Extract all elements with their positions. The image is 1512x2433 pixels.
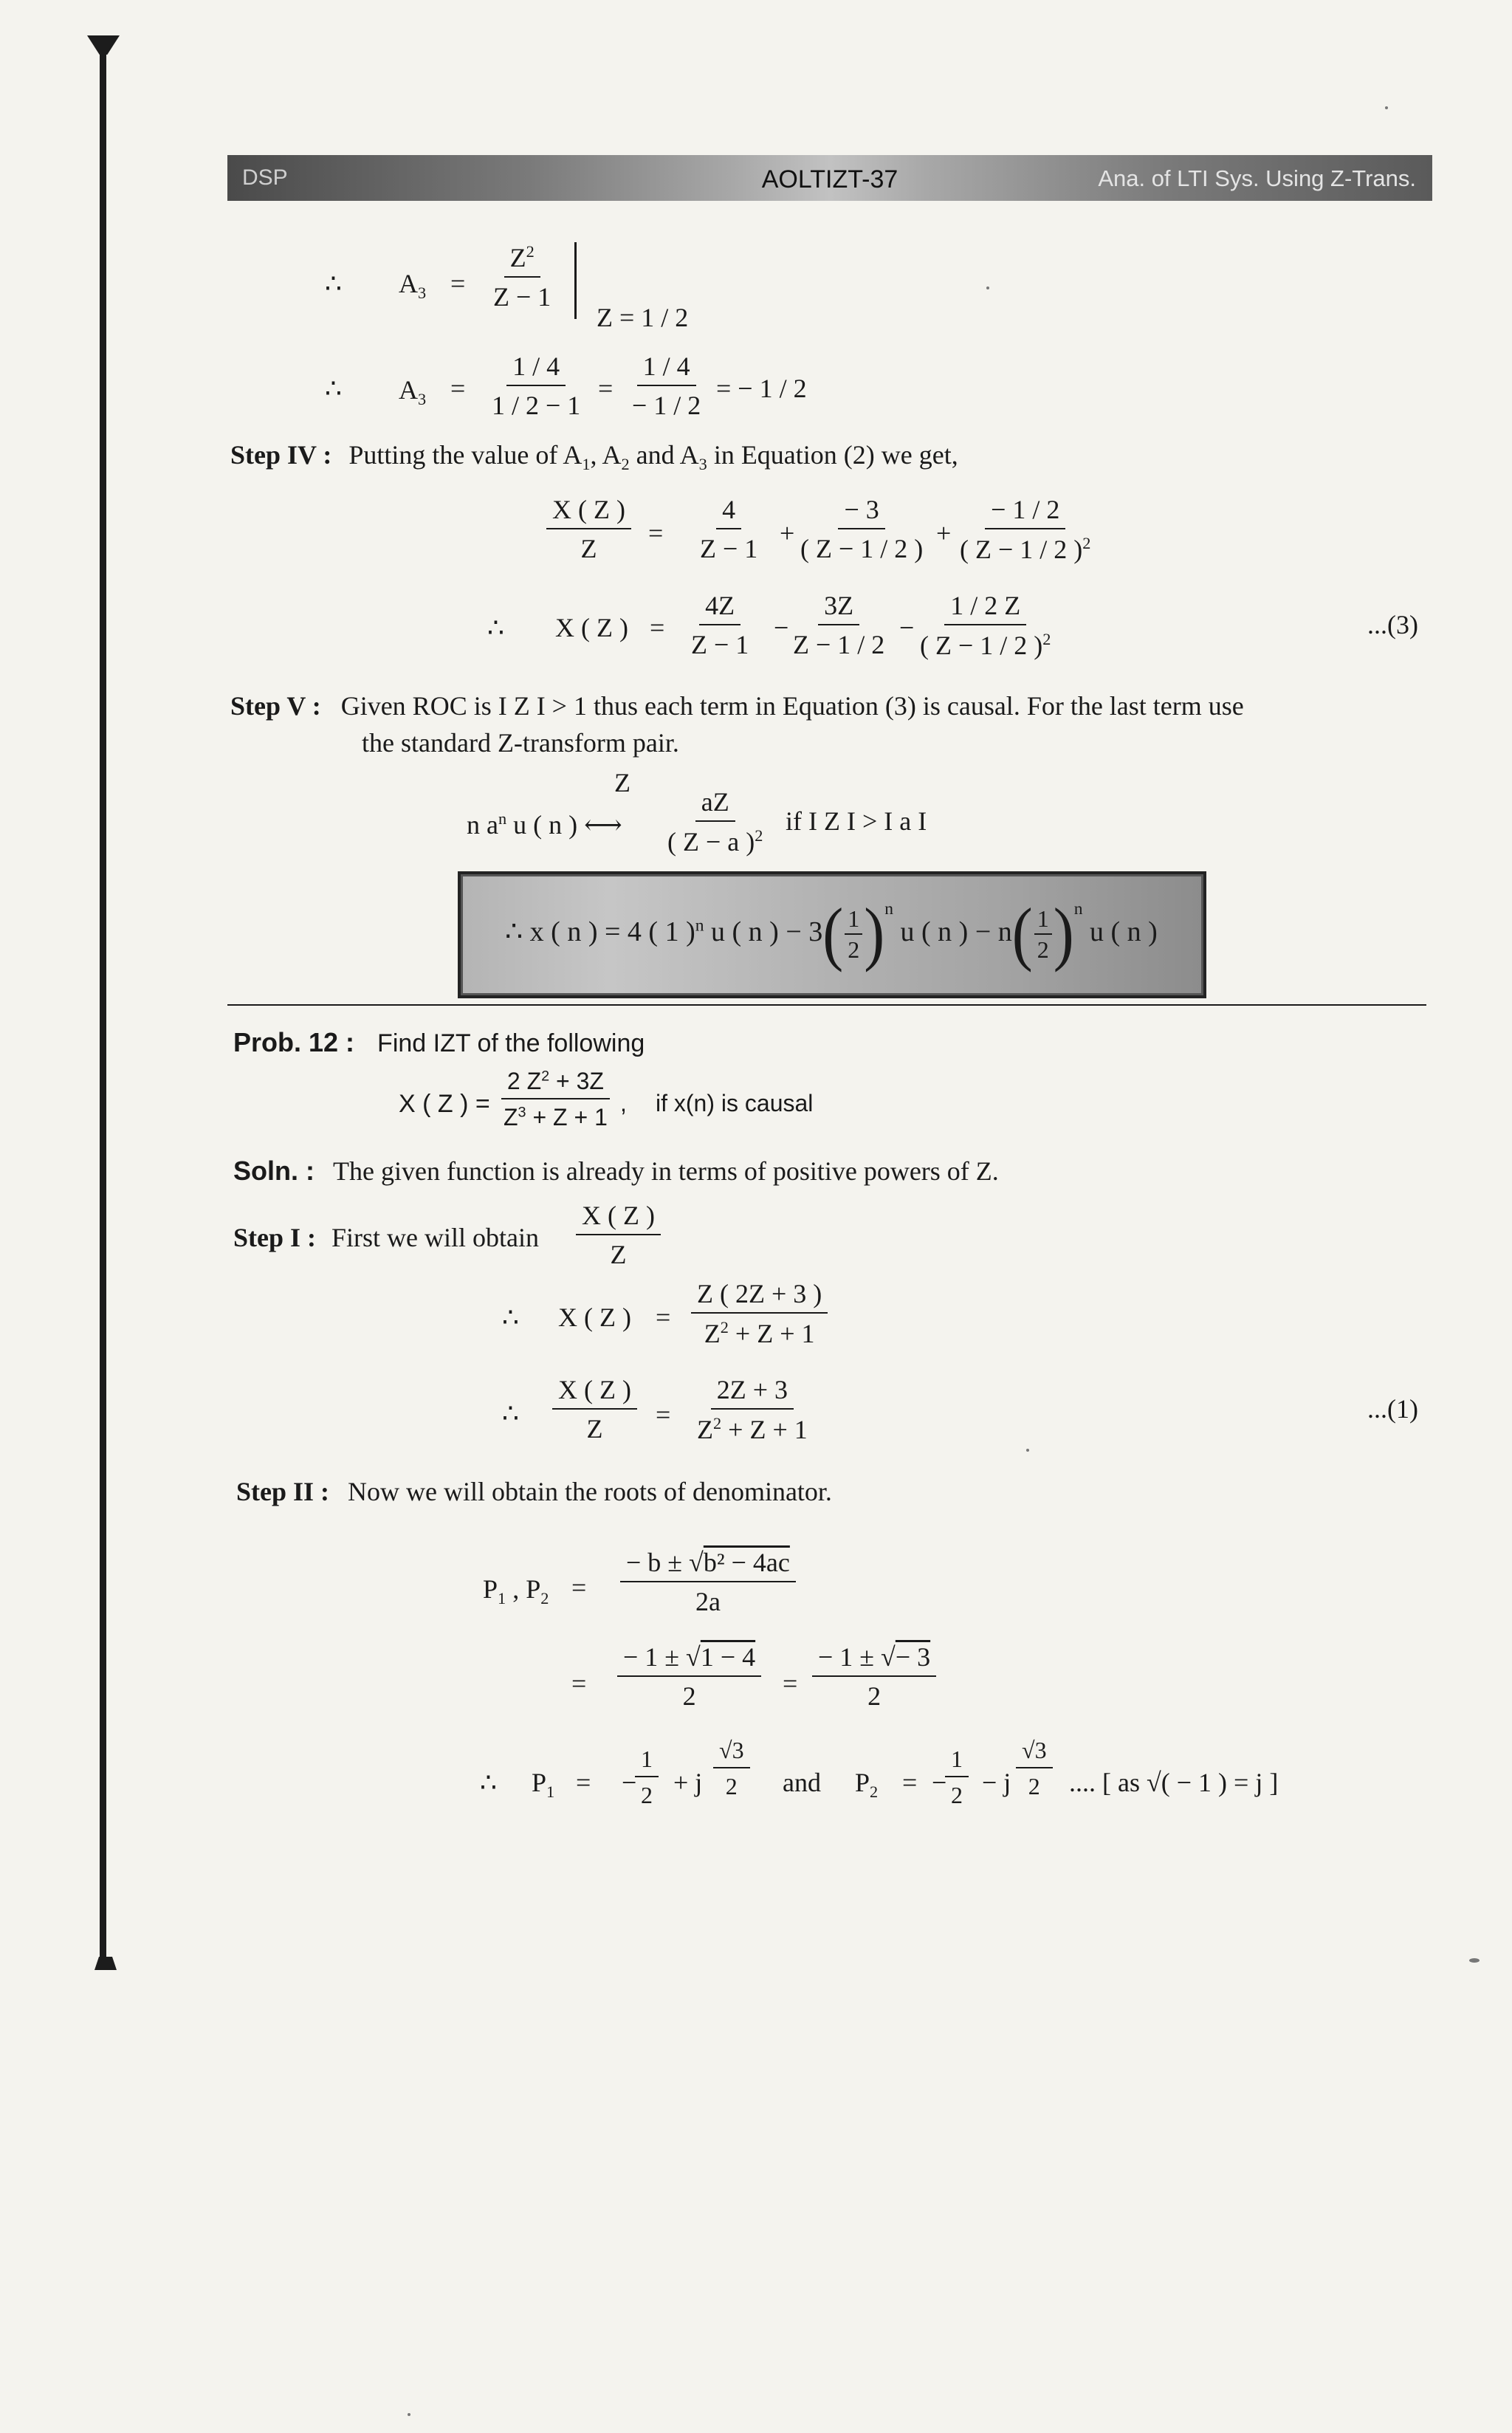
evaluation-bar xyxy=(574,242,577,319)
scan-speck xyxy=(1469,1958,1480,1963)
result-equation: ∴ x ( n ) = 4 ( 1 )$^n$ u ( n ) − 3( $\frac{1}{2}$ )$^n$ u ( n ) − n( $\frac{1}{2}$ )$^n$ u ( n ) xyxy=(505,894,1158,974)
fraction: $\frac{1 / 4}{- 1 / 2}$ xyxy=(632,351,701,420)
fraction: $\frac{- 1 \pm √- 3}{2}$ xyxy=(812,1644,936,1709)
fraction: $\frac{3Z}{Z - 1 / 2}$ xyxy=(793,591,885,659)
fraction: $\frac{X ( Z )}{Z}$ xyxy=(552,1376,637,1442)
fraction: $\frac{1 / 4}{1 / 2 - 1}$ xyxy=(492,351,581,420)
equation-ref: ...(3) xyxy=(1367,610,1418,639)
step-v-text-2: the standard Z-transform pair. xyxy=(362,728,679,758)
header-center: AOLTIZT-37 xyxy=(761,165,898,193)
step-i-text: Step I : First we will obtain xyxy=(233,1223,540,1252)
fraction: $\frac{Z^2}{Z - 1}$ xyxy=(493,242,551,312)
page-header xyxy=(227,155,1432,201)
step-v-text: Step V : Given ROC is I Z I > 1 thus each term in Equation (3) is causal. For the last term use xyxy=(230,691,1244,721)
fraction: $\frac{√3}{2}$ xyxy=(1016,1738,1053,1798)
scan-speck xyxy=(986,286,989,289)
header-left: DSP xyxy=(242,165,288,190)
solution-intro: Soln. : The given function is already in terms of positive powers of Z. xyxy=(233,1156,999,1186)
fraction: $\frac{1}{2}$ xyxy=(945,1747,969,1807)
fraction: $\frac{√3}{2}$ xyxy=(713,1738,750,1798)
fraction: $\frac{- 1 / 2}{( Z - 1 / 2 )^2}$ xyxy=(960,495,1091,564)
step-ii-text: Step II : Now we will obtain the roots of denominator. xyxy=(236,1477,832,1506)
scan-speck xyxy=(1385,106,1388,109)
fraction: $\frac{1}{2}$ xyxy=(635,1747,659,1807)
problem-12: Prob. 12 : Find IZT of the following xyxy=(233,1027,645,1057)
section-divider xyxy=(227,1004,1426,1006)
binding-edge xyxy=(100,52,106,1964)
fraction: $\frac{Z ( 2Z + 3 )}{Z^2 + Z + 1}$ xyxy=(691,1280,828,1347)
fraction: $\frac{- 1 \pm √1 - 4}{2}$ xyxy=(617,1644,761,1709)
fraction: $\frac{- 3}{( Z - 1 / 2 )}$ xyxy=(800,495,924,563)
equation-ref: ...(1) xyxy=(1367,1394,1418,1424)
fraction: $\frac{1 / 2 Z}{( Z - 1 / 2 )^2}$ xyxy=(920,591,1051,660)
binding-mark-bottom xyxy=(94,1957,117,1970)
scan-speck xyxy=(1026,1449,1029,1452)
fraction: $\frac{2 Z^2 + 3Z}{Z^3 + Z + 1}$ xyxy=(498,1069,614,1129)
fraction: $\frac{4}{Z - 1}$ xyxy=(700,495,758,563)
scan-speck xyxy=(408,2413,410,2416)
result-box xyxy=(458,871,1206,998)
fraction: $\frac{4Z}{Z - 1}$ xyxy=(691,591,749,659)
fraction: $\frac{\text{− b ± √b² − 4ac}}{2a}$ xyxy=(620,1549,796,1615)
fraction: $\frac{X ( Z )}{Z}$ xyxy=(546,496,631,562)
fraction: $\frac{X ( Z )}{Z}$ xyxy=(576,1202,661,1268)
fraction: $\frac{aZ}{( Z - a )^2}$ xyxy=(667,787,763,857)
step-iv-text: Step IV : Putting the value of $A_1$, $A_2$ and $A_3$ in Equation (2) we get, xyxy=(230,440,958,474)
fraction: $\frac{2Z + 3}{Z^2 + Z + 1}$ xyxy=(697,1375,808,1444)
header-right: Ana. of LTI Sys. Using Z-Trans. xyxy=(1098,165,1416,191)
